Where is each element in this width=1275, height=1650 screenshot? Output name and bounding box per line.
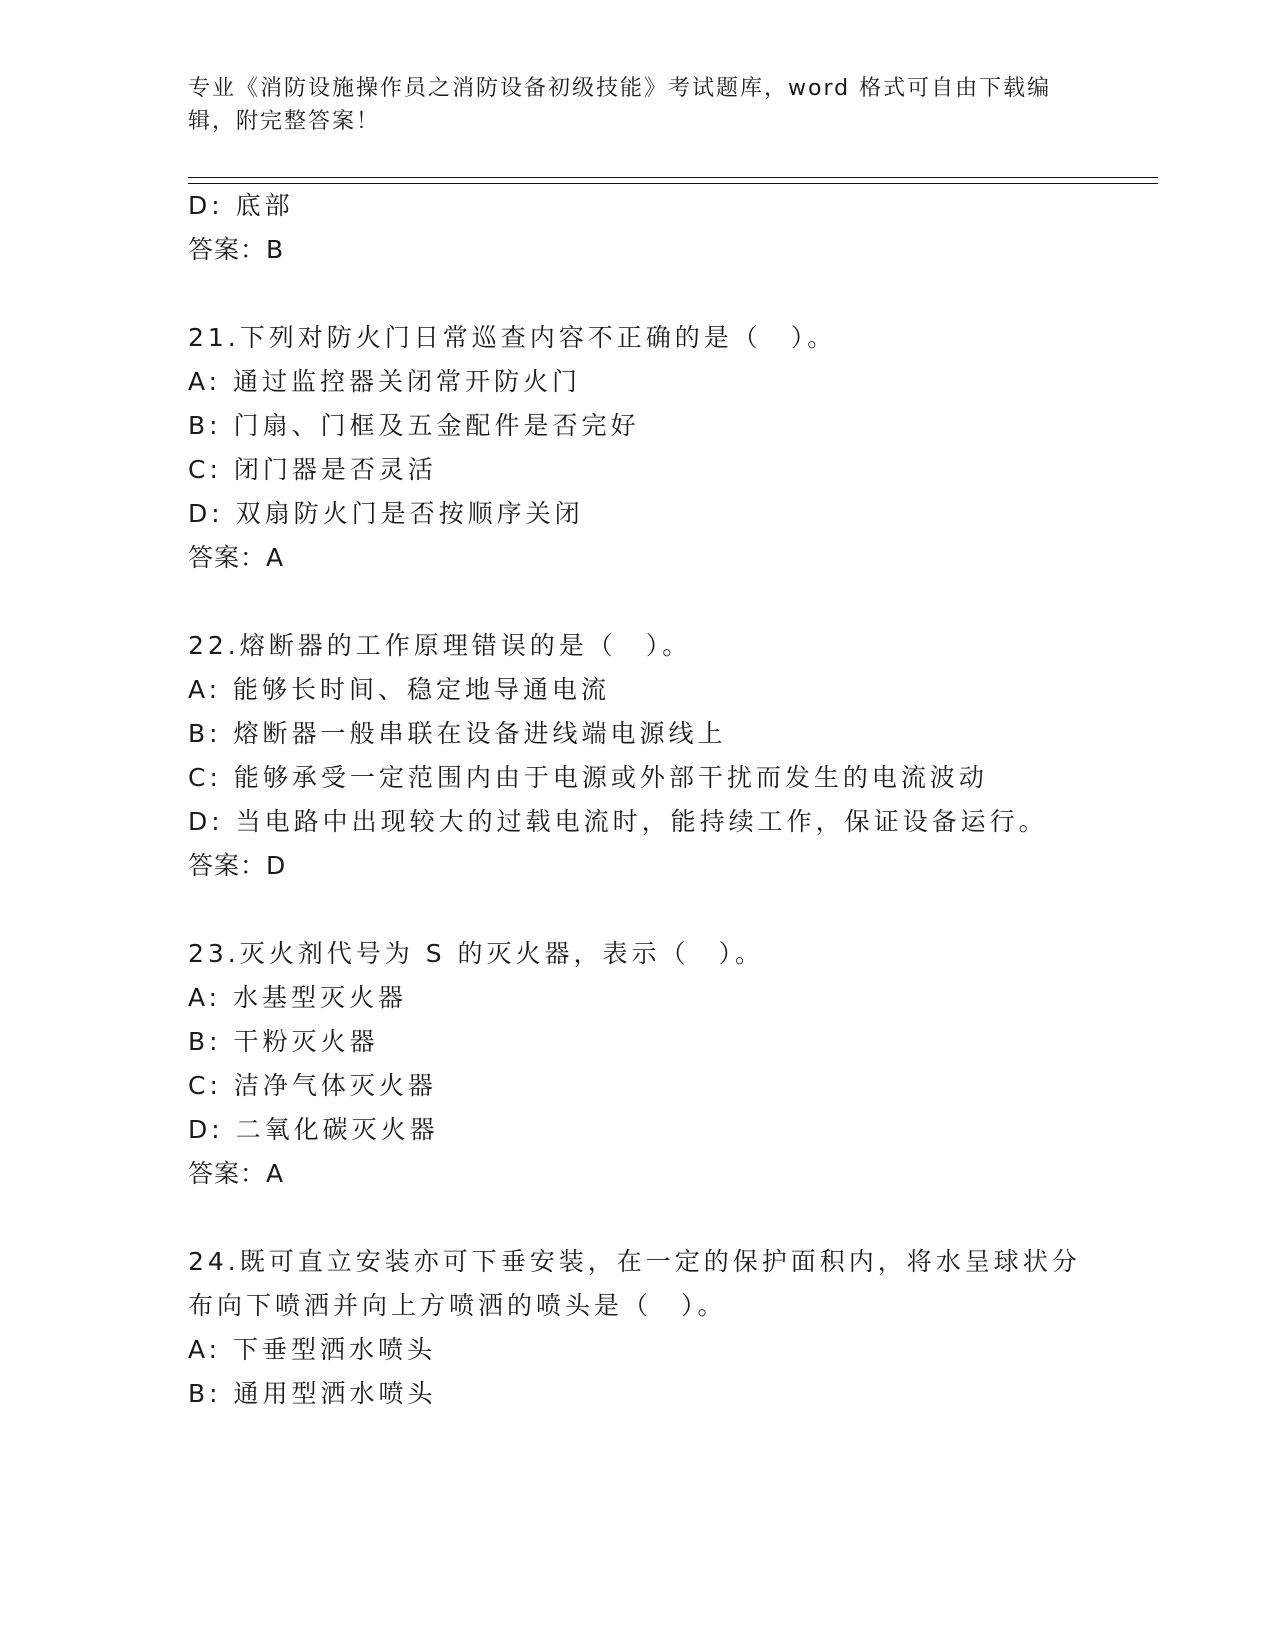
q22-answer: 答案：D: [188, 851, 287, 880]
q23-option-b: B: 干粉灭火器: [188, 1027, 379, 1056]
q24-stem-line-2: 布向下喷洒并向上方喷洒的喷头是（ ）。: [188, 1291, 727, 1320]
q23-stem: 23.灭火剂代号为 S 的灭火器，表示（ ）。: [188, 939, 765, 968]
header-line-1: 专业《消防设施操作员之消防设备初级技能》考试题库，word 格式可自由下载编: [188, 76, 1052, 101]
header-divider-bottom: [188, 183, 1158, 184]
q23-answer: 答案：A: [188, 1159, 285, 1188]
q24-option-b: B: 通用型洒水喷头: [188, 1379, 437, 1408]
q21-option-c: C: 闭门器是否灵活: [188, 455, 437, 484]
q22-option-c: C: 能够承受一定范围内由于电源或外部干扰而发生的电流波动: [188, 763, 988, 792]
q21-option-d: D: 双扇防火门是否按顺序关闭: [188, 499, 584, 528]
q22-option-a: A: 能够长时间、稳定地导通电流: [188, 675, 611, 704]
header-divider-top: [188, 177, 1158, 178]
q21-answer: 答案：A: [188, 543, 285, 572]
q21-option-a: A: 通过监控器关闭常开防火门: [188, 367, 582, 396]
q23-option-a: A: 水基型灭火器: [188, 983, 408, 1012]
q22-option-d: D: 当电路中出现较大的过载电流时，能持续工作，保证设备运行。: [188, 807, 1048, 836]
q20-answer: 答案：B: [188, 235, 285, 264]
header-line-2: 辑，附完整答案！: [188, 109, 381, 134]
q20-option-d: D: 底部: [188, 191, 294, 220]
q21-stem: 21.下列对防火门日常巡查内容不正确的是（ ）。: [188, 323, 837, 352]
q21-option-b: B: 门扇、门框及五金配件是否完好: [188, 411, 640, 440]
q24-option-a: A: 下垂型洒水喷头: [188, 1335, 437, 1364]
q23-option-c: C: 洁净气体灭火器: [188, 1071, 437, 1100]
q23-option-d: D: 二氧化碳灭火器: [188, 1115, 439, 1144]
q24-stem-line-1: 24.既可直立安装亦可下垂安装，在一定的保护面积内，将水呈球状分: [188, 1247, 1081, 1276]
q22-stem: 22.熔断器的工作原理错误的是（ ）。: [188, 631, 692, 660]
document-header: [188, 72, 1088, 138]
q22-option-b: B: 熔断器一般串联在设备进线端电源线上: [188, 719, 727, 748]
